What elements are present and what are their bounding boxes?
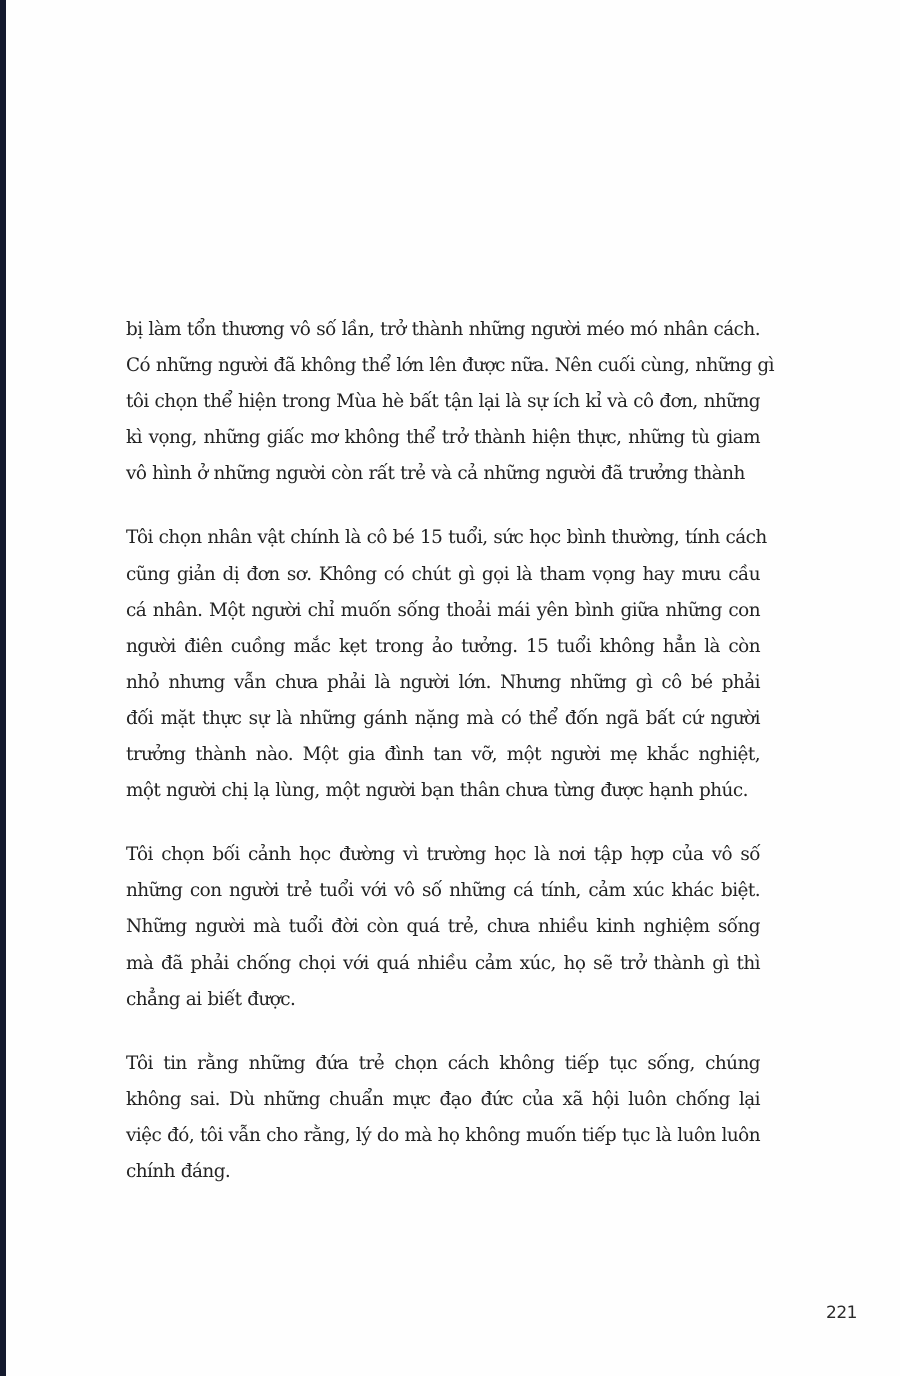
text-line: cũng giản dị đơn sơ. Không có chút gì gọi là tham vọng hay mưu cầu: [126, 563, 760, 585]
paragraph-4: [126, 1046, 760, 1190]
text-line: cá nhân. Một người chỉ muốn sống thoải mái yên bình giữa những con: [126, 599, 760, 621]
paragraph-1: [126, 312, 774, 492]
body-text: [126, 312, 774, 1218]
text-line: bị làm tổn thương vô số lần, trở thành những người méo mó nhân cách.: [126, 319, 760, 340]
text-line: Có những người đã không thể lớn lên được nữa. Nên cuối cùng, những gì: [126, 355, 774, 377]
text-line: đối mặt thực sự là những gánh nặng mà có thể đốn ngã bất cứ người: [126, 707, 760, 729]
text-line: Tôi tin rằng những đứa trẻ chọn cách không tiếp tục sống, chúng: [126, 1052, 760, 1074]
text-line: người điên cuồng mắc kẹt trong ảo tưởng. 15 tuổi không hẳn là còn: [126, 635, 760, 657]
page-left-edge-shadow: [0, 0, 6, 1376]
page-number: 221: [826, 1303, 857, 1323]
paragraph-3: [126, 837, 760, 1017]
text-line: kì vọng, những giấc mơ không thể trở thành hiện thực, những tù giam: [126, 427, 760, 449]
text-line: nhỏ nhưng vẫn chưa phải là người lớn. Nhưng những gì cô bé phải: [126, 671, 760, 693]
text-line: không sai. Dù những chuẩn mực đạo đức của xã hội luôn chống lại: [126, 1088, 760, 1110]
text-line: một người chị lạ lùng, một người bạn thân chưa từng được hạnh phúc.: [126, 780, 748, 802]
paragraph-2: [126, 520, 767, 809]
text-line: Những người mà tuổi đời còn quá trẻ, chưa nhiều kinh nghiệm sống: [126, 916, 760, 938]
text-line: Tôi chọn bối cảnh học đường vì trường học là nơi tập hợp của vô số: [126, 844, 760, 866]
text-line: tôi chọn thể hiện trong Mùa hè bất tận lại là sự ích kỉ và cô đơn, những: [126, 391, 760, 413]
text-line: vô hình ở những người còn rất trẻ và cả những người đã trưởng thành: [126, 463, 745, 485]
text-line: trưởng thành nào. Một gia đình tan vỡ, một người mẹ khắc nghiệt,: [126, 744, 760, 766]
text-line: chẳng ai biết được.: [126, 988, 296, 1010]
text-line: chính đáng.: [126, 1160, 231, 1182]
text-line: việc đó, tôi vẫn cho rằng, lý do mà họ không muốn tiếp tục là luôn luôn: [126, 1124, 760, 1146]
text-line: những con người trẻ tuổi với vô số những cá tính, cảm xúc khác biệt.: [126, 880, 760, 902]
text-line: Tôi chọn nhân vật chính là cô bé 15 tuổi, sức học bình thường, tính cách: [126, 527, 767, 549]
text-line: mà đã phải chống chọi với quá nhiều cảm xúc, họ sẽ trở thành gì thì: [126, 952, 760, 974]
